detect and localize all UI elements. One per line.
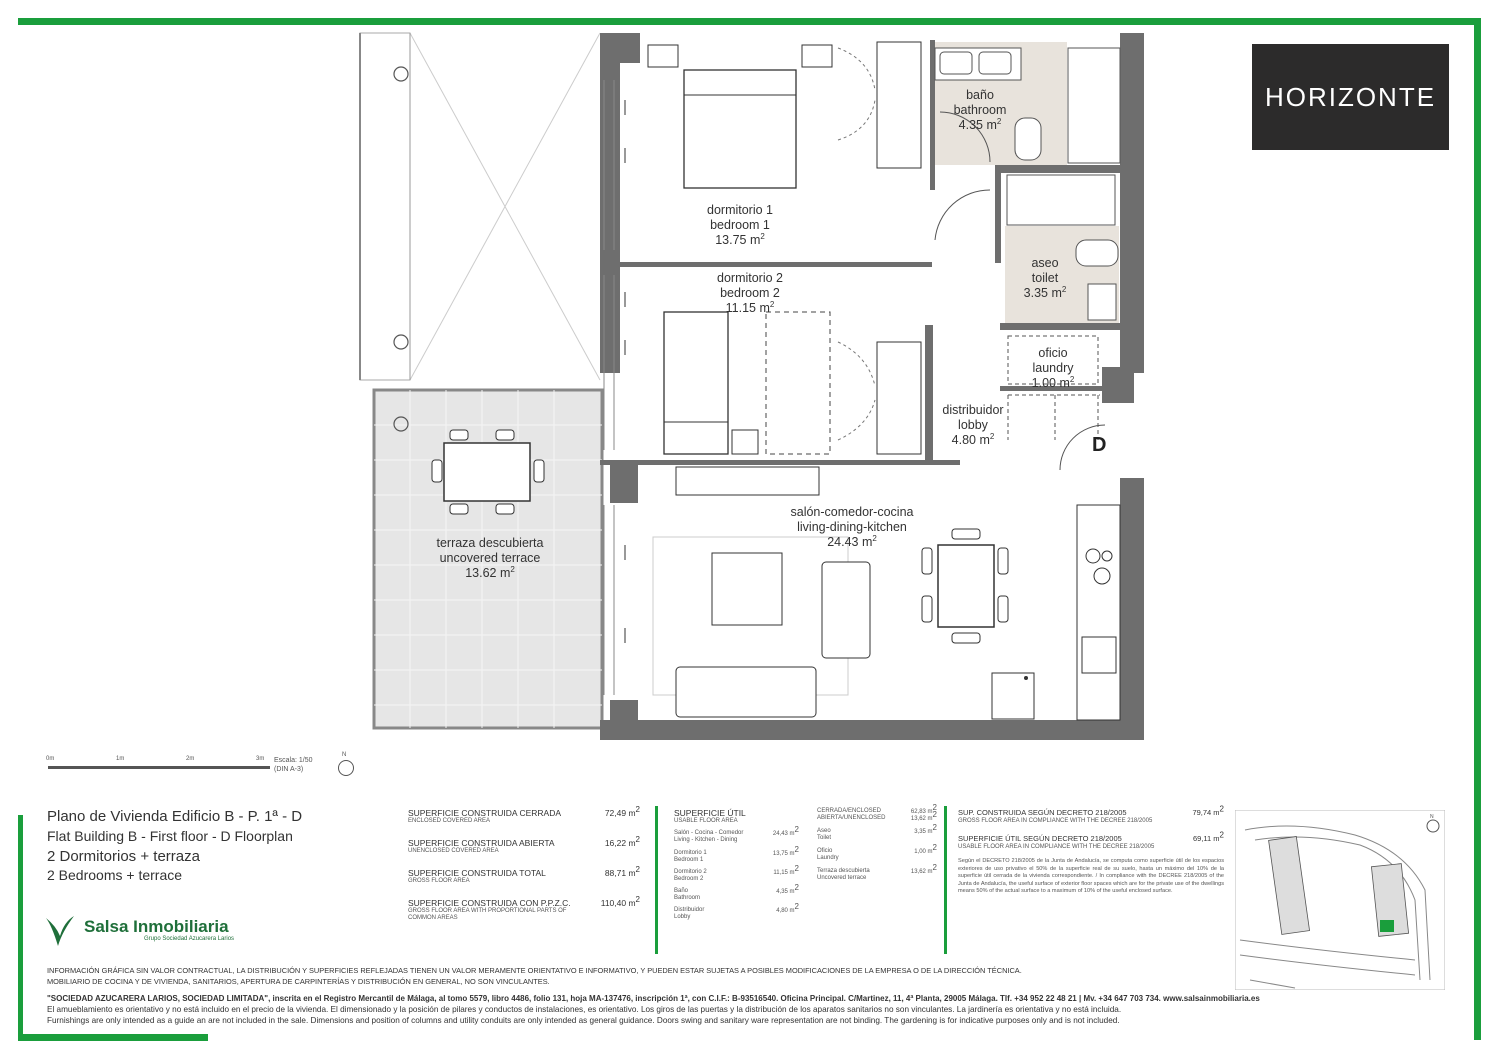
nightstand [732,430,758,454]
room-name-es: distribuidor [942,403,1004,417]
usable-row [674,825,799,850]
surface-value: 88,71 m2 [604,865,640,878]
decree-note: Según el DECRETO 218/2005 de la Junta de Andalucía, se computa como superficie útil de los espacios exteriores de uso privativo el 50% de la superficie real de su suelo, hasta un máximo del 10% de la superficie útil cerrada de la vivienda correspondiente. / In compliance with the DECREE 218/2005 of the Junta de Andalucía, the useful surface of exterior floor spaces which are for the private use of the dwellings means 50% of the actual surface to a maximum of 10% of the useful enclosed surface. [958,858,1224,895]
decree-value: 79,74 m2 [1192,804,1224,817]
usable-label: Dormitorio 1 [674,850,707,856]
room-name-en: bedroom 1 [710,218,770,232]
room-name-en: living-dining-kitchen [797,520,907,534]
site-plan-map [1235,810,1445,990]
usable-sub: Lobby [674,914,691,920]
door-swing [935,190,990,240]
svg-text:N: N [1430,814,1434,820]
room-label-dormitorio1 [680,203,800,248]
nightstand [648,45,678,67]
surface-row [408,805,644,838]
scale-tick-label: 1m [116,756,125,762]
room-name-es: terraza descubierta [436,536,544,550]
surface-row [408,895,644,932]
surface-row [408,835,644,868]
room-label-bano [940,88,1020,133]
brand-subtitle: Grupo Sociedad Azucarera Larios [144,935,235,942]
usable-sub: Uncovered terrace [817,875,867,881]
surface-row [408,865,644,898]
divider-line [944,806,947,954]
room-area: 1.00 $m^2$ [1031,374,1075,390]
frame-bottom-bar [18,1034,208,1041]
room-label-distribuidor [928,403,1018,448]
sofa [676,667,816,717]
footer-line: El amueblamiento es orientativo y no está incluido en el precio de la vivienda. El dimensionado y la posición de pilares y conductos de instalaciones, es orientativo. Los giros de las puertas y la distribución de los aparatos sanitarios no son vinculantes. La jardinería es orientativa y no está incluida. [47,1005,1122,1014]
decree-label: SUPERFICIE ÚTIL SEGÚN DECRETO 218/2005 [958,834,1122,843]
aseo-toilet [1076,240,1118,266]
surface-value: 110,40 m2 [600,895,640,908]
room-area: 24.43 $m^2$ [827,533,877,549]
brand-leaf-icon [42,912,78,948]
decree-row [958,830,1224,858]
usable-label: Terraza descubierta [817,868,870,874]
shower [1068,48,1120,163]
scale-tick-label: 2m [186,756,195,762]
surface-label: SUPERFICIE CONSTRUIDA ABIERTA [408,838,555,848]
usable-heading: SUPERFICIE ÚTIL [674,808,746,818]
surface-sub: UNENCLOSED COVERED AREA [408,848,499,854]
scale-bar [46,752,347,786]
surface-value: 16,22 m2 [604,835,640,848]
usable-sub: ABIERTA/UNENCLOSED [817,815,886,821]
surface-label: SUPERFICIE CONSTRUIDA CERRADA [408,808,562,818]
usable-row [674,902,799,926]
drain-icon [394,335,408,349]
drain-icon [394,67,408,81]
usable-value: 4,35 m2 [776,883,799,895]
scale-format: (DIN A-3) [274,766,304,773]
brand-block [42,912,234,948]
north-label: N [342,752,347,758]
usable-sub: Living - Kitchen - Dining [674,837,738,843]
usable-heading-sub: USABLE FLOOR AREA [674,818,738,824]
room-name-es: dormitorio 2 [717,271,783,285]
usable-sub: Bedroom 2 [674,876,704,882]
subtitle-en: 2 Bedrooms + terrace [47,867,183,883]
surface-value: 72,49 m2 [604,805,640,818]
room-name-en: bathroom [953,103,1007,117]
title-es: Plano de Vivienda Edificio B - P. 1ª - D [47,808,303,825]
decree-row [958,804,1224,834]
room-area: 13.62 $m^2$ [465,564,515,580]
usable-value-2: 13,62 m2 [910,810,937,822]
title-block [47,808,302,883]
room-area: 4.35 $m^2$ [958,116,1002,132]
usable-row [674,864,799,888]
decree-sub: GROSS FLOOR AREA IN COMPLIANCE WITH THE DECREE 218/2005 [958,818,1153,824]
room-area: 3.35 $m^2$ [1023,284,1067,300]
room-name-en: lobby [958,418,988,432]
logo-text: HORIZONTE [1264,81,1437,112]
divider-line [655,806,658,954]
nightstand [802,45,832,67]
usable-row [817,863,937,888]
bed-2 [664,312,728,454]
usable-label: Oficio [817,848,833,854]
footer-company-line: "SOCIEDAD AZUCARERA LARIOS, SOCIEDAD LIMITADA", inscrita en el Registro Mercantil de Málaga, al tomo 5579, libro 4486, folio 131, hoja MA-137476, inscripción 1ª, con C.I.F.: B-93516540. Oficina Principal. C/Martinez, 11, 4ª Planta, 29005 Málaga. Tlf. +34 952 22 48 21 | Mv. +34 647 703 734. www.salsainmobiliaria.es [47,994,1260,1003]
usable-label: Distribuidor [674,907,705,913]
usable-value: 4,80 m2 [776,902,799,914]
usable-label: CERRADA/ENCLOSED [817,808,882,814]
room-name-en: laundry [1032,361,1074,375]
dining-table [922,529,1008,643]
bed-2-alt [766,312,830,454]
usable-value: 13,62 m2 [910,863,937,875]
decree-block [958,804,1224,896]
footer-line: INFORMACIÓN GRÁFICA SIN VALOR CONTRACTUAL, LA DISTRIBUCIÓN Y SUPERFICIES REFLEJADAS TIENEN UN VALOR MERAMENTE ORIENTATIVO E INFORMATIVO, Y PUEDEN ESTAR SUJETAS A POSIBLES MODIFICACIONES DE LA EMPRESA O DE LA DIRECCIÓN TÉCNICA. [47,966,1022,975]
room-name-es: oficio [1038,346,1068,360]
surface-sub: GROSS FLOOR AREA [408,878,470,884]
usable-value: 24,43 m2 [772,825,799,837]
room-name-en: uncovered terrace [439,551,541,565]
usable-value: 11,15 m2 [773,864,799,876]
aseo-sink [1088,284,1116,320]
usable-label: Salón - Cocina - Comedor [674,830,744,836]
room-label-terraza [420,536,560,581]
usable-left-list [674,825,799,926]
usable-label: Dormitorio 2 [674,869,707,875]
kitchen-counter [1077,505,1120,720]
terrace-strip [360,33,410,380]
room-name-en: toilet [1031,271,1059,285]
scale-label: Escala: 1/50 [274,757,313,764]
surface-label: SUPERFICIE CONSTRUIDA CON P.P.Z.C. [408,898,571,908]
surface-sub: GROSS FLOOR AREA WITH PROPORTIONAL PARTS OF COMMON AREAS [408,908,567,921]
brand-name: Salsa Inmobiliaria [84,916,229,936]
room-name-es: salón-comedor-cocina [790,505,914,519]
usable-row [817,843,937,868]
scale-line [48,766,270,769]
room-label-salon [772,505,932,550]
fridge [992,673,1034,719]
tv-unit [676,467,819,495]
usable-row [817,803,937,828]
usable-value: 3,35 m2 [914,823,937,835]
room-name-es: dormitorio 1 [707,203,773,217]
built-surfaces-table [408,805,644,932]
footer-line: MOBILIARIO DE COCINA Y DE VIVIENDA, SANITARIOS, APERTURA DE CARPINTERÍAS Y DISTRIBUCIÓN EN GENERAL, NO SON VINCULANTES. [47,977,550,986]
usable-sub: Laundry [817,855,839,861]
footer-line: Furnishings are only intended as a guide an are not included in the sale. Dimensions and position of columns and utility conduits are only intended as general guidance. Doors swing and sanitary ware representation are not binding. The gardening is for indicative purposes only and is not included. [47,1016,1120,1025]
usable-row [674,845,799,869]
usable-sub: Bedroom 1 [674,857,704,863]
wardrobe-1 [877,42,921,168]
usable-row [817,823,937,848]
usable-right-list [817,803,937,888]
north-arrow-icon [338,760,354,776]
kitchen-sink [1082,637,1116,673]
usable-sub: Bathroom [674,895,701,901]
room-label-dormitorio2 [690,271,810,316]
footer-disclaimer [47,965,1457,1026]
terrace-table [432,430,544,514]
decree-sub: USABLE FLOOR AREA IN COMPLIANCE WITH THE DECREE 218/2005 [958,844,1155,850]
room-name-en: bedroom 2 [720,286,780,300]
aseo-shower [1007,175,1115,225]
subtitle-es: 2 Dormitorios + terraza [47,848,200,865]
usable-label: Baño [674,888,689,894]
title-en: Flat Building B - First floor - D Floorplan [47,828,293,844]
usable-area-table [674,803,944,926]
coffee-table [712,553,782,625]
usable-row [674,883,799,907]
frame-left-bar [18,815,23,1035]
room-label-aseo [1010,256,1080,301]
scale-tick-label: 3m [256,756,265,762]
room-area: 11.15 $m^2$ [725,299,775,315]
usable-value: 62,83 m2 [910,803,937,815]
room-area: 4.80 $m^2$ [951,431,995,447]
bed-1 [684,70,796,188]
usable-sub: Toilet [817,835,832,841]
usable-label: Aseo [817,828,831,834]
door-letter: D [1092,434,1107,456]
decree-label: SUP. CONSTRUIDA SEGÚN DECRETO 218/2005 [958,808,1127,817]
room-name-es: baño [966,88,994,102]
wardrobe-2 [877,342,921,454]
site-plan-highlight [1380,920,1394,932]
surface-sub: ENCLOSED COVERED AREA [408,818,491,824]
usable-value: 1,00 m2 [914,843,937,855]
surface-label: SUPERFICIE CONSTRUIDA TOTAL [408,868,546,878]
decree-value: 69,11 m2 [1193,830,1224,843]
room-name-es: aseo [1031,256,1059,270]
usable-value: 13,75 m2 [772,845,799,857]
armchair [822,562,870,658]
room-area: 13.75 $m^2$ [715,231,765,247]
room-label-oficio [1018,346,1088,391]
scale-tick-label: 0m [46,756,55,762]
